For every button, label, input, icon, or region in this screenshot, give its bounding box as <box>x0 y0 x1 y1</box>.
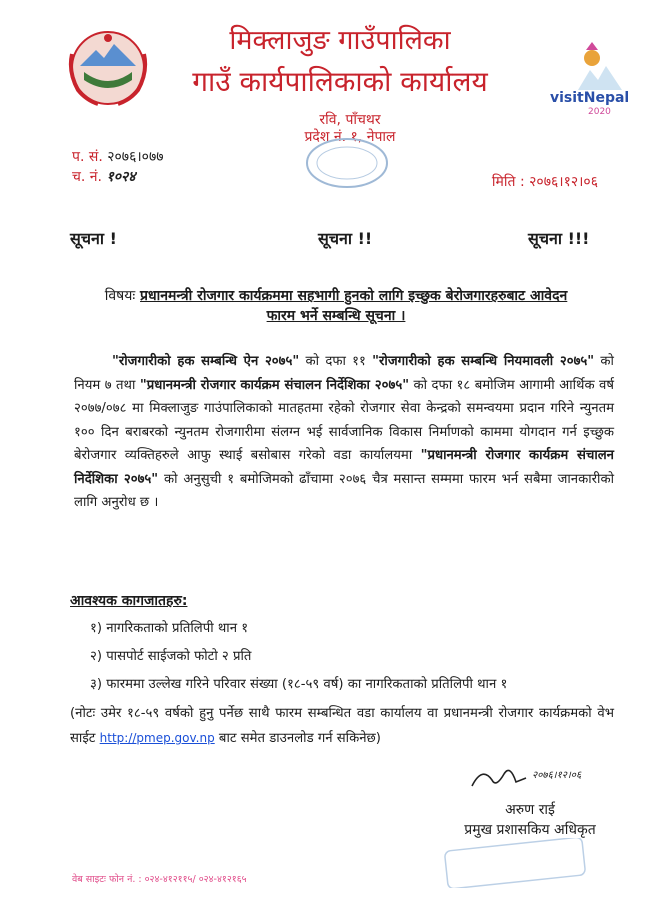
requirement-item: २) पासपोर्ट साईजको फोटो २ प्रति <box>90 649 252 664</box>
address-line-1: रवि, पाँचथर <box>319 112 381 128</box>
body-text-3: को दफा १८ बमोजिम आगामी आर्थिक वर्ष २०७७/०७८ मा मिक्लाजुङ गाउंपालिकाको मातहतमा रहेको रोजगार सेवा केन्द्रको समन्वयमा प्रदान गरिने न्युनतम १०० दिन बराबरको न्युनतम रोजगारीमा संलग्न भई सार्वजानिक विकास निर्माणको काममा योगदान गर्न इच्छुक बेरोजगार व्यक्तिहरुले आफु स्थाई बसोबास गरेको वडा कार्यालयमा <box>74 377 614 463</box>
nepal-emblem-icon <box>66 28 150 108</box>
note-text-2: बाट समेत डाउनलोड गर्न सकिनेछ) <box>214 731 381 746</box>
office-stamp-icon <box>302 135 392 191</box>
body-regulation-ref: "रोजगारीको हक सम्बन्धि नियमावली २०७५" <box>372 354 595 369</box>
body-text-4: को अनुसुची १ बमोजिमको ढाँचामा २०७६ चैत्र मसान्त सम्ममा फारम भर्न सबैमा जानकारीको लागि अनुरोध छ । <box>74 471 614 510</box>
ps-label: प. सं. <box>72 149 103 165</box>
address-line-2: प्रदेश नं. १, नेपाल <box>304 129 396 145</box>
requirement-item: १) नागरिकताको प्रतिलिपी थान १ <box>90 621 249 636</box>
signatory-title: प्रमुख प्रशासकिय अधिकृत <box>464 822 596 838</box>
municipality-name: मिक्लाजुङ गाउँपालिका <box>229 25 451 56</box>
notice-heading-1: सूचना ! <box>70 229 117 248</box>
visit-nepal-year: 2020 <box>588 107 611 117</box>
ps-value: २०७६।०७७ <box>107 149 164 165</box>
body-act-ref: "रोजगारीको हक सम्बन्धि ऐन २०७५" <box>112 354 300 369</box>
visit-nepal-icon <box>548 40 638 120</box>
reference-cn <box>72 168 136 186</box>
subject-line-1: प्रधानमन्त्री रोजगार कार्यक्रममा सहभागी हुनको लागि इच्छुक बेरोजगारहरुबाट आवेदन <box>140 288 568 304</box>
note <box>70 702 614 751</box>
visit-nepal-text: visitNepal <box>550 90 630 106</box>
signature-icon <box>466 760 602 794</box>
signature-date: २०७६।१२।०६ <box>532 770 582 781</box>
body-text-1: को दफा ११ <box>299 354 373 369</box>
footer-contact: वेब साइटः फोन नं. : ०२४-४१२११५/ ०२४-४१२१६५ <box>72 874 247 885</box>
visit-nepal-logo <box>548 40 638 120</box>
office-name: गाउँ कार्यपालिकाको कार्यालय <box>192 65 488 98</box>
requirement-item: ३) फारममा उल्लेख गरिने परिवार संख्या (१८-५९ वर्ष) का नागरिकताको प्रतिलिपी थान १ <box>90 677 508 692</box>
website-link[interactable]: http://pmep.gov.np <box>99 731 215 745</box>
subject-line-2: फारम भर्ने सम्बन्धि सूचना । <box>266 308 406 324</box>
issue-date: मिति : २०७६।१२।०६ <box>491 174 598 190</box>
signature-stamp-icon <box>440 838 590 888</box>
reference-ps <box>72 148 164 166</box>
body-directive-ref-2: "प्रधानमन्त्री रोजगार कार्यक्रम संचालन निर्देशिका २०७५" <box>74 448 614 487</box>
cn-label: च. नं. <box>72 169 103 185</box>
note-text-1: (नोटः उमेर १८-५९ वर्षको हुनु पर्नेछ साथै फारम सम्बन्धित वडा कार्यालय वा प्रधानमन्त्री रोजगार कार्यक्रमको वेभ साईट <box>70 706 614 746</box>
cn-value: १०२४ <box>106 169 136 185</box>
body-text-2: को नियम ७ तथा <box>74 354 614 393</box>
signatory-name: अरुण राई <box>505 802 555 818</box>
notice-heading-3: सूचना !!! <box>528 229 590 248</box>
body-directive-ref: "प्रधानमन्त्री रोजगार कार्यक्रम संचालन निर्देशिका २०७५" <box>139 377 410 393</box>
notice-heading-2: सूचना !! <box>318 229 373 248</box>
subject-label: विषयः <box>104 288 136 304</box>
notice-body <box>74 350 614 515</box>
subject <box>62 286 610 326</box>
requirements-title: आवश्यक कागजातहरु: <box>70 593 188 609</box>
